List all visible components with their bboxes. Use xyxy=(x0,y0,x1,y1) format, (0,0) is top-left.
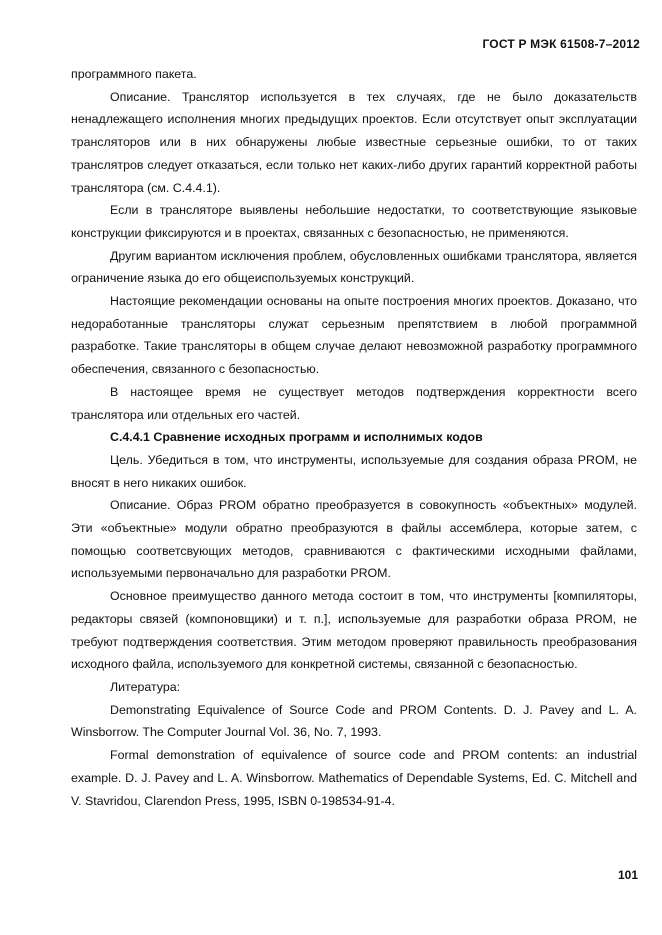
page-body xyxy=(71,63,637,812)
page-number: 101 xyxy=(617,868,638,882)
section-heading: С.4.4.1 Сравнение исходных программ и исполнимых кодов xyxy=(110,430,483,445)
paragraph-description: Описание. Образ PROM обратно преобразуется в совокупность «объектных» модулей. Эти «объектные» модули обратно преобразуются в файлы ассемблера, которые затем, с помощью соответсвующих методов, сравниваются с фактическими исходными файлами, используемыми первоначально для разработки PROM. xyxy=(71,498,637,581)
paragraph: В настоящее время не существует методов подтверждения корректности всего транслятора или отдельных его частей. xyxy=(71,384,637,422)
document-header: ГОСТ Р МЭК 61508-7–2012 xyxy=(482,37,640,51)
paragraph: Описание. Транслятор используется в тех случаях, где не было доказательств ненадлежащего исполнения многих предыдущих проектов. Если отсутствует опыт эксплуатации трансляторов или в них обнаружены любые известные серьезные ошибки, то от таких транслятров следует отказаться, если только нет каких-либо других гарантий корректной работы транслятора (см. С.4.4.1). xyxy=(71,89,637,195)
paragraph-continuation: программного пакета. xyxy=(71,67,197,81)
references-label: Литература: xyxy=(110,679,181,694)
reference-item: Demonstrating Equivalence of Source Code and PROM Contents. D. J. Pavey and L. A. Winsborrow. The Computer Journal Vol. 36, No. 7, 1993. xyxy=(71,702,637,740)
paragraph: Другим вариантом исключения проблем, обусловленных ошибками транслятора, является ограничение языка до его общеиспользуемых конструкций. xyxy=(71,248,637,286)
paragraph-goal: Цель. Убедиться в том, что инструменты, используемые для создания образа PROM, не вносят в него никаких ошибок. xyxy=(71,452,637,490)
paragraph: Настоящие рекомендации основаны на опыте построения многих проектов. Доказано, что недоработанные трансляторы служат серьезным препятствием в любой программной разработке. Такие трансляторы в общем случае делают невозможной разработку программного обеспечения, связанного с безопасностью. xyxy=(71,294,637,377)
reference-item: Formal demonstration of equivalence of source code and PROM contents: an industrial example. D. J. Pavey and L. A. Winsborrow. Mathematics of Dependable Systems, Ed. C. Mitchell and V. Stavridou, Clarendon Press, 1995, ISBN 0-198534-91-4. xyxy=(71,748,637,808)
paragraph: Основное преимущество данного метода состоит в том, что инструменты [компиляторы, редакторы связей (компоновщики) и т. п.], используемые для разработки образа PROM, не требуют подтверждения соответствия. Этим методом проверяют правильность преобразования исходного файла, используемого для конкретной системы, связанной с безопасностью. xyxy=(71,589,637,672)
paragraph: Если в трансляторе выявлены небольшие недостатки, то соответствующие языковые конструкции фиксируются и в проектах, связанных с безопасностью, не применяются. xyxy=(71,203,637,240)
